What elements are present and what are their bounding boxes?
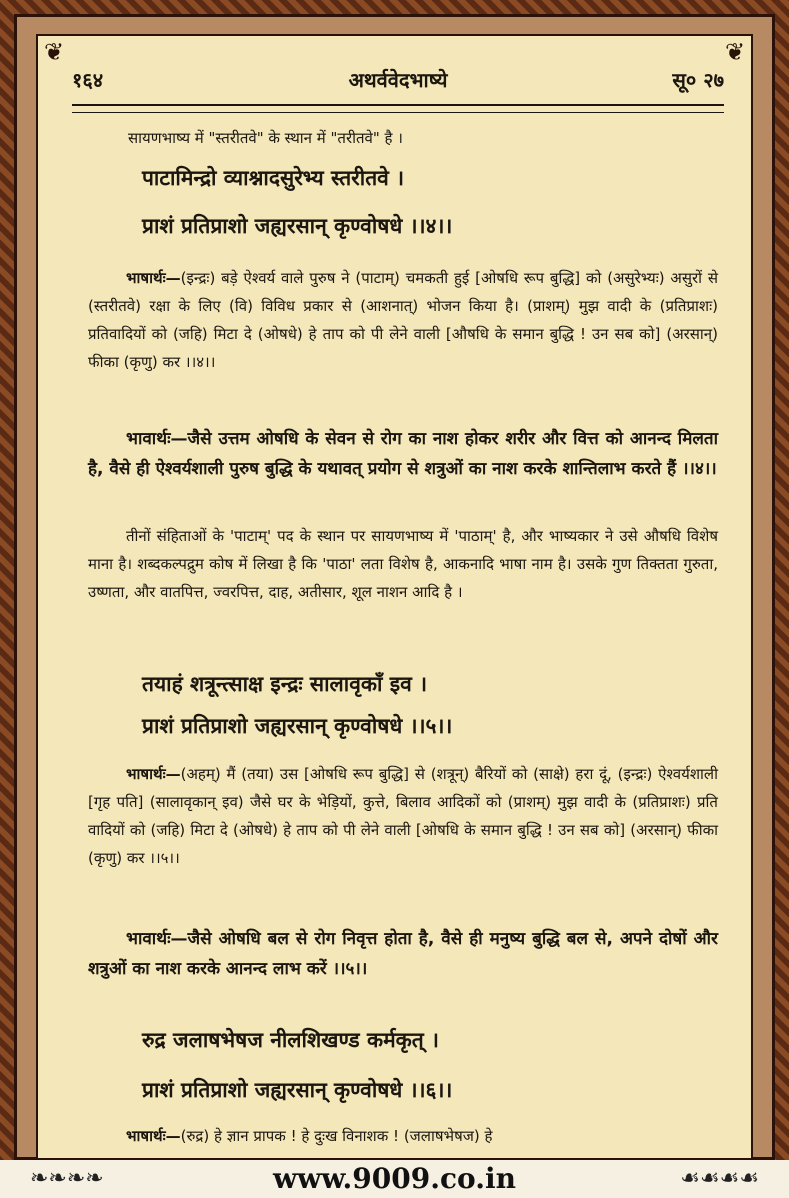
bhasharth-label: भाषार्थः— xyxy=(126,1127,181,1145)
bhasharth-label: भाषार्थः— xyxy=(126,269,181,287)
bhavarth-5 xyxy=(88,924,718,984)
sukta-reference: सू० २७ xyxy=(672,68,724,92)
verse6-line1: रुद्र जलाषभेषज नीलशिखण्ड कर्मकृत् । xyxy=(142,1027,440,1052)
bhasharth-5 xyxy=(88,760,718,872)
bhavarth-text: जैसे ओषधि बल से रोग निवृत्त होता है, वैसे ही मनुष्य बुद्धि बल से, अपने दोषों और शत्रुओं का नाश करके आनन्द लाभ करें ।।५।। xyxy=(88,929,718,979)
scanned-page xyxy=(36,34,753,1160)
verse4-line1: पाटामिन्द्रो व्याश्नादसुरेभ्य स्तरीतवे । xyxy=(142,165,405,190)
bhavarth-text: जैसे उत्तम ओषधि के सेवन से रोग का नाश होकर शरीर और वित्त को आनन्द मिलता है, वैसे ही ऐश्वर्यशाली पुरुष बुद्धि के यथावत् प्रयोग से शत्रुओं का नाश करके शान्तिलाभ करते हैं ।।४।। xyxy=(88,429,718,479)
bhasharth-text: (रुद्र) हे ज्ञान प्रापक ! हे दुःख विनाशक ! (जलाषभेषज) हे xyxy=(180,1127,493,1145)
website-link[interactable]: www.9009.co.in xyxy=(273,1162,516,1195)
bhasharth-text: (अहम्) मैं (तया) उस [ओषधि रूप बुद्धि] से (शत्रून्) बैरियों को (साक्षे) हरा दूं, (इन्द्रः) ऐश्वर्यशाली [गृह पति] (सालावृकान् इव) जैसे घर के भेड़ियों, कुत्ते, बिलाव आदिकों को (प्राशम्) मुझ वादी के (प्रतिप्राशः) प्रति वादियों को (जहि) मिटा दे (ओषधे) हे ताप को पी लेने वाली [ओषधि के समान बुद्धि ! उन सब को] (अरसान्) फीका (कृणु) कर ।।५।। xyxy=(88,765,718,867)
bhavarth-label: भावार्थः— xyxy=(126,929,188,949)
bhavarth-label: भावार्थः— xyxy=(126,429,188,449)
corner-ornament-icon: ❦ xyxy=(43,38,65,66)
page-header xyxy=(72,62,724,98)
footer-banner xyxy=(0,1160,789,1198)
verse6-line2: प्राशं प्रतिप्राशो जह्यरसान् कृण्वोषधे ।।६।। xyxy=(142,1077,453,1102)
bhasharth-text: (इन्द्रः) बड़े ऐश्वर्य वाले पुरुष ने (पाटाम्) चमकती हुई [ओषधि रूप बुद्धि] को (असुरेभ्यः) असुरों से (स्तरीतवे) रक्षा के लिए (वि) विविध प्रकार से (आशनात्) भोजन किया है। (प्राशम्) मुझ वादी के (प्रतिप्राशः) प्रतिवादियों को (जहि) मिटा दे (ओषधे) हे ताप को पी लेने वाली [औषधि के समान बुद्धि ! उन सब को] (अरसान्) फीका (कृणु) कर ।।४।। xyxy=(88,269,718,371)
verse5-line2: प्राशं प्रतिप्राशो जह्यरसान् कृण्वोषधे ।।५।। xyxy=(142,713,453,738)
bhasharth-6 xyxy=(88,1122,718,1150)
page-number: १६४ xyxy=(72,68,104,92)
verse4-line2: प्राशं प्रतिप्राशो जह्यरसान् कृण्वोषधे ।।४।। xyxy=(142,213,453,238)
left-ornament-icon: ❧❧❧❧ xyxy=(30,1166,104,1191)
corner-ornament-icon: ❦ xyxy=(724,38,746,66)
header-rule xyxy=(72,104,724,113)
right-ornament-icon: ☙☙☙☙ xyxy=(680,1166,759,1191)
note-patha: तीनों संहिताओं के 'पाटाम्' पद के स्थान पर सायणभाष्य में 'पाठाम्' है, और भाष्यकार ने उसे औषधि विशेष माना है। शब्दकल्पद्रुम कोष में लिखा है कि 'पाठा' लता विशेष है, आकनादि भाषा नाम है। उसके गुण तिक्तता गुरुता, उष्णता, और वातपित्त, ज्वरपित्त, दाह, अतीसार, शूल नाशन आदि है । xyxy=(88,527,718,601)
verse5-line1: तयाहं शत्रून्त्साक्ष इन्द्रः सालावृकाँ इव । xyxy=(142,671,428,696)
note-sayana: सायणभाष्य में "स्तरीतवे" के स्थान में "तरीतवे" है । xyxy=(128,129,403,147)
bhasharth-4 xyxy=(88,264,718,376)
bhasharth-label: भाषार्थः— xyxy=(126,765,181,783)
bhavarth-4 xyxy=(88,424,718,484)
page-title: अथर्ववेदभाष्ये xyxy=(348,68,448,92)
